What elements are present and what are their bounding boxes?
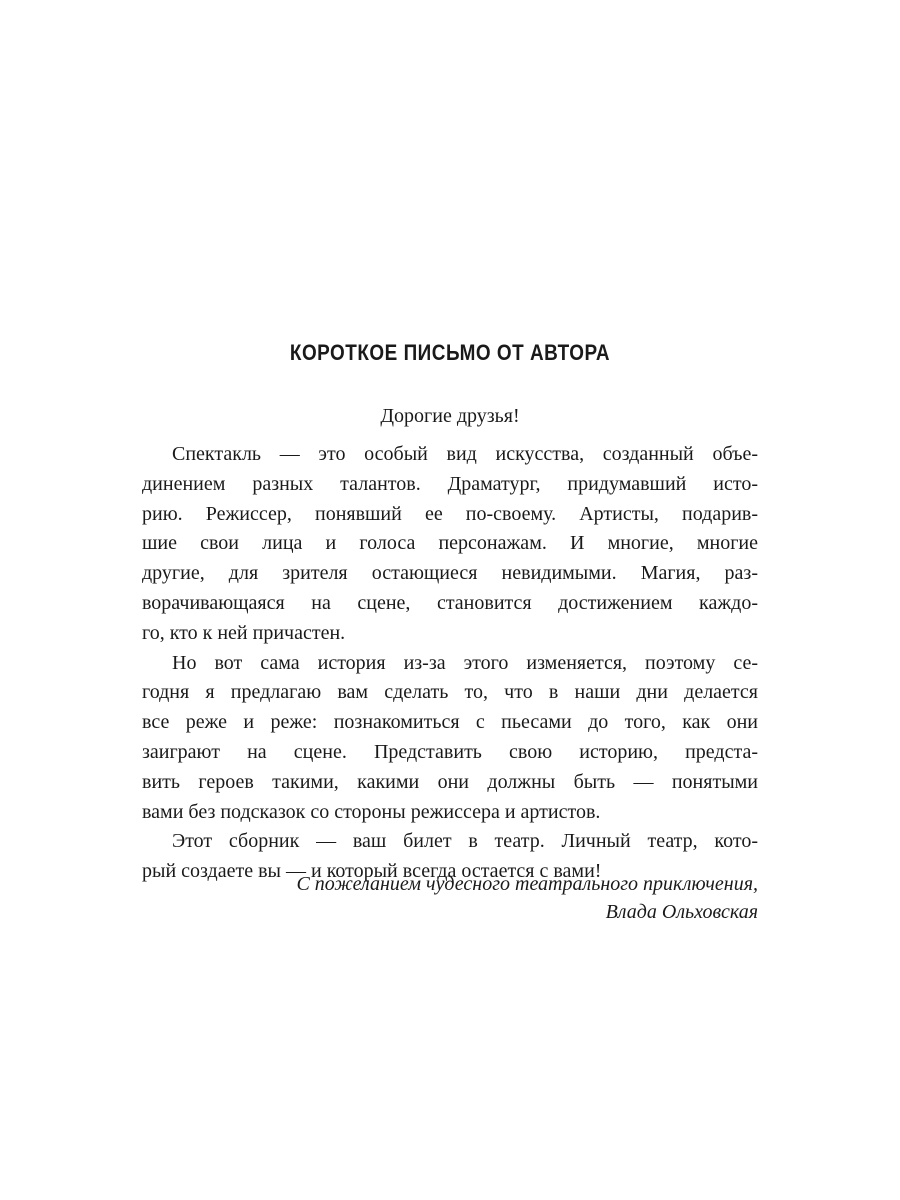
text-line: вами без подсказок со стороны режиссера и артистов. — [142, 800, 601, 823]
page-title: КОРОТКОЕ ПИСЬМО ОТ АВТОРА — [289, 340, 611, 365]
text-line: шие свои лица и голоса персонажам. И многие, многие — [142, 532, 758, 555]
text-line: заиграют на сцене. Представить свою историю, предста- — [142, 740, 758, 763]
text-line: динением разных талантов. Драматург, придумавший исто- — [142, 472, 758, 495]
text-line: ворачивающаяся на сцене, становится достижением каждо- — [142, 591, 758, 614]
signature-wish: С пожеланием чудесного театрального приключения, — [296, 873, 758, 895]
text-line: годня я предлагаю вам сделать то, что в наши дни делается — [142, 681, 758, 704]
text-line: рию. Режиссер, понявший ее по-своему. Артисты, подарив- — [142, 502, 758, 525]
text-line: вить героев такими, какими они должны быть — понятыми — [142, 770, 758, 793]
text-line: все реже и реже: познакомиться с пьесами до того, как они — [142, 711, 758, 734]
text-line: Этот сборник — ваш билет в театр. Личный театр, кото- — [172, 830, 758, 853]
signature-author: Влада Ольховская — [605, 901, 758, 923]
text-line: другие, для зрителя остающиеся невидимыми. Магия, раз- — [142, 562, 758, 585]
letter-body — [142, 440, 758, 887]
text-line: Но вот сама история из-за этого изменяется, поэтому се- — [172, 651, 758, 674]
salutation: Дорогие друзья! — [380, 405, 520, 427]
text-line: рый создаете вы — и который всегда остается с вами! — [142, 860, 602, 883]
text-line: Спектакль — это особый вид искусства, созданный объе- — [172, 443, 758, 465]
text-line: го, кто к ней причастен. — [142, 621, 346, 644]
signature-block — [296, 870, 758, 926]
